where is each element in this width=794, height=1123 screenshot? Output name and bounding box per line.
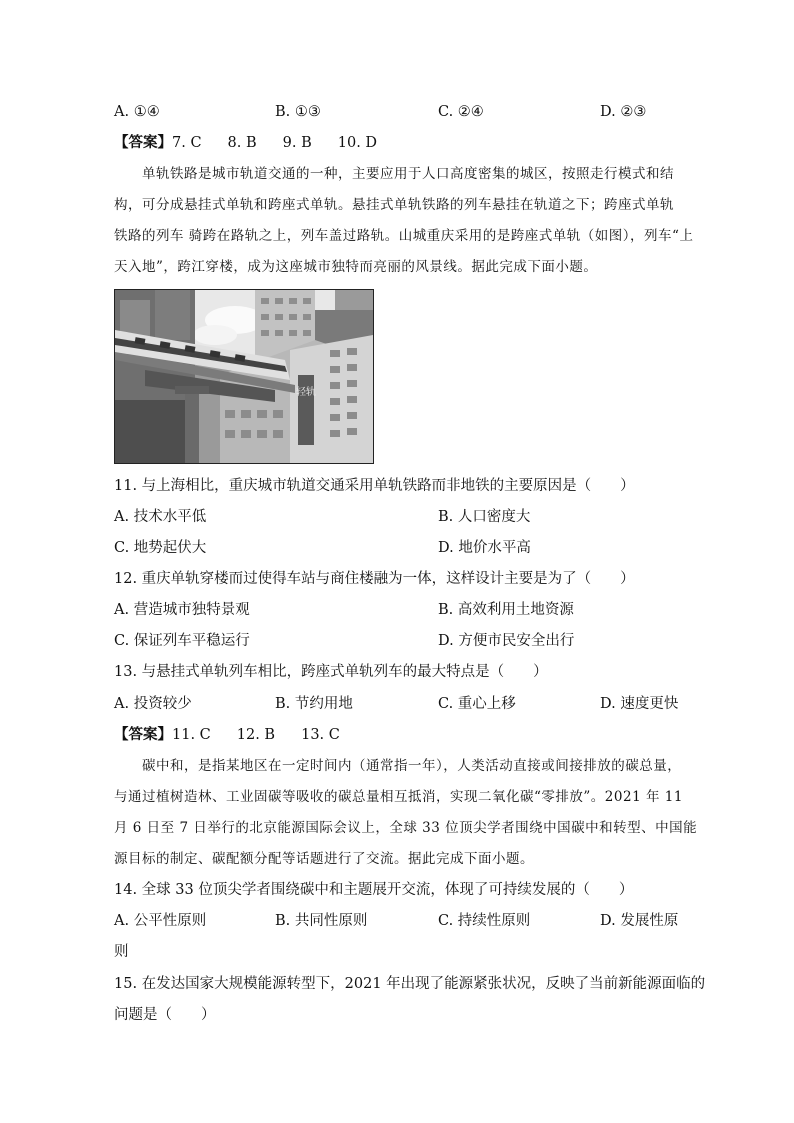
passage-line: 天入地”，跨江穿楼，成为这座城市独特而亮丽的风景线。据此完成下面小题。 [114, 259, 598, 275]
monorail-photo-illustration [115, 290, 373, 463]
question-15-stem: 15. 在发达国家大规模能源转型下，2021 年出现了能源紧张状况，反映了当前新能源面临的 [114, 976, 706, 992]
option-a[interactable]: A. ①④ [114, 104, 160, 120]
q13-option-d[interactable]: D. 速度更快 [600, 696, 679, 712]
answer-label: 【答案】 [114, 726, 172, 743]
question-11-stem: 11. 与上海相比，重庆城市轨道交通采用单轨铁路而非地铁的主要原因是（ ） [114, 478, 635, 494]
q12-option-a[interactable]: A. 营造城市独特景观 [114, 602, 250, 618]
answer-item: 13. C [301, 727, 340, 743]
question-15-stem-cont: 问题是（ ） [114, 1007, 216, 1023]
q13-option-b[interactable]: B. 节约用地 [275, 696, 353, 712]
question-13-stem: 13. 与悬挂式单轨列车相比，跨座式单轨列车的最大特点是（ ） [114, 664, 548, 680]
answer-item: 12. B [236, 727, 276, 743]
q12-option-d[interactable]: D. 方便市民安全出行 [438, 633, 575, 649]
q12-option-c[interactable]: C. 保证列车平稳运行 [114, 633, 250, 649]
passage-line: 构，可分成悬挂式单轨和跨座式单轨。悬挂式单轨铁路的列车悬挂在轨道之下；跨座式单轨 [114, 197, 674, 213]
answer-row-1 [114, 133, 377, 153]
q13-option-a[interactable]: A. 投资较少 [114, 696, 192, 712]
q14-option-b[interactable]: B. 共同性原则 [275, 913, 368, 929]
q13-option-c[interactable]: C. 重心上移 [438, 696, 516, 712]
passage-line: 与通过植树造林、工业固碳等吸收的碳总量相互抵消，实现二氧化碳“零排放”。2021 年 11 [114, 789, 683, 805]
q14-option-a[interactable]: A. 公平性原则 [114, 913, 207, 929]
monorail-photo [114, 289, 374, 464]
q11-option-c[interactable]: C. 地势起伏大 [114, 540, 207, 556]
option-d[interactable]: D. ②③ [600, 104, 647, 120]
passage-line: 源目标的制定、碳配额分配等话题进行了交流。据此完成下面小题。 [114, 851, 534, 867]
q14-option-d-wrap: 则 [114, 944, 129, 960]
answer-row-2 [114, 725, 340, 745]
passage-line: 月 6 日至 7 日举行的北京能源国际会议上，全球 33 位顶尖学者围绕中国碳中和转型、中国能 [114, 820, 698, 836]
q11-option-a[interactable]: A. 技术水平低 [114, 509, 207, 525]
passage-line: 碳中和，是指某地区在一定时间内（通常指一年），人类活动直接或间接排放的碳总量， [142, 758, 682, 774]
q14-option-c[interactable]: C. 持续性原则 [438, 913, 531, 929]
question-14-stem: 14. 全球 33 位顶尖学者围绕碳中和主题展开交流，体现了可持续发展的（ ） [114, 882, 634, 898]
answer-item: 10. D [337, 135, 378, 151]
answer-item: 11. C [172, 727, 211, 743]
sign-text: 轻轨 [296, 387, 316, 398]
option-b[interactable]: B. ①③ [275, 104, 321, 120]
passage-line: 单轨铁路是城市轨道交通的一种，主要应用于人口高度密集的城区，按照走行模式和结 [142, 166, 674, 182]
answer-item: 7. C [172, 135, 202, 151]
answer-label: 【答案】 [114, 134, 172, 151]
answer-item: 9. B [282, 135, 312, 151]
option-c[interactable]: C. ②④ [438, 104, 484, 120]
q11-option-d[interactable]: D. 地价水平高 [438, 540, 531, 556]
q11-option-b[interactable]: B. 人口密度大 [438, 509, 531, 525]
q12-option-b[interactable]: B. 高效利用土地资源 [438, 602, 574, 618]
passage-line: 铁路的列车 骑跨在路轨之上，列车盖过路轨。山城重庆采用的是跨座式单轨（如图），列车“上 [114, 228, 694, 244]
q14-option-d[interactable]: D. 发展性原 [600, 913, 679, 929]
question-12-stem: 12. 重庆单轨穿楼而过使得车站与商住楼融为一体，这样设计主要是为了（ ） [114, 571, 635, 587]
answer-item: 8. B [227, 135, 257, 151]
